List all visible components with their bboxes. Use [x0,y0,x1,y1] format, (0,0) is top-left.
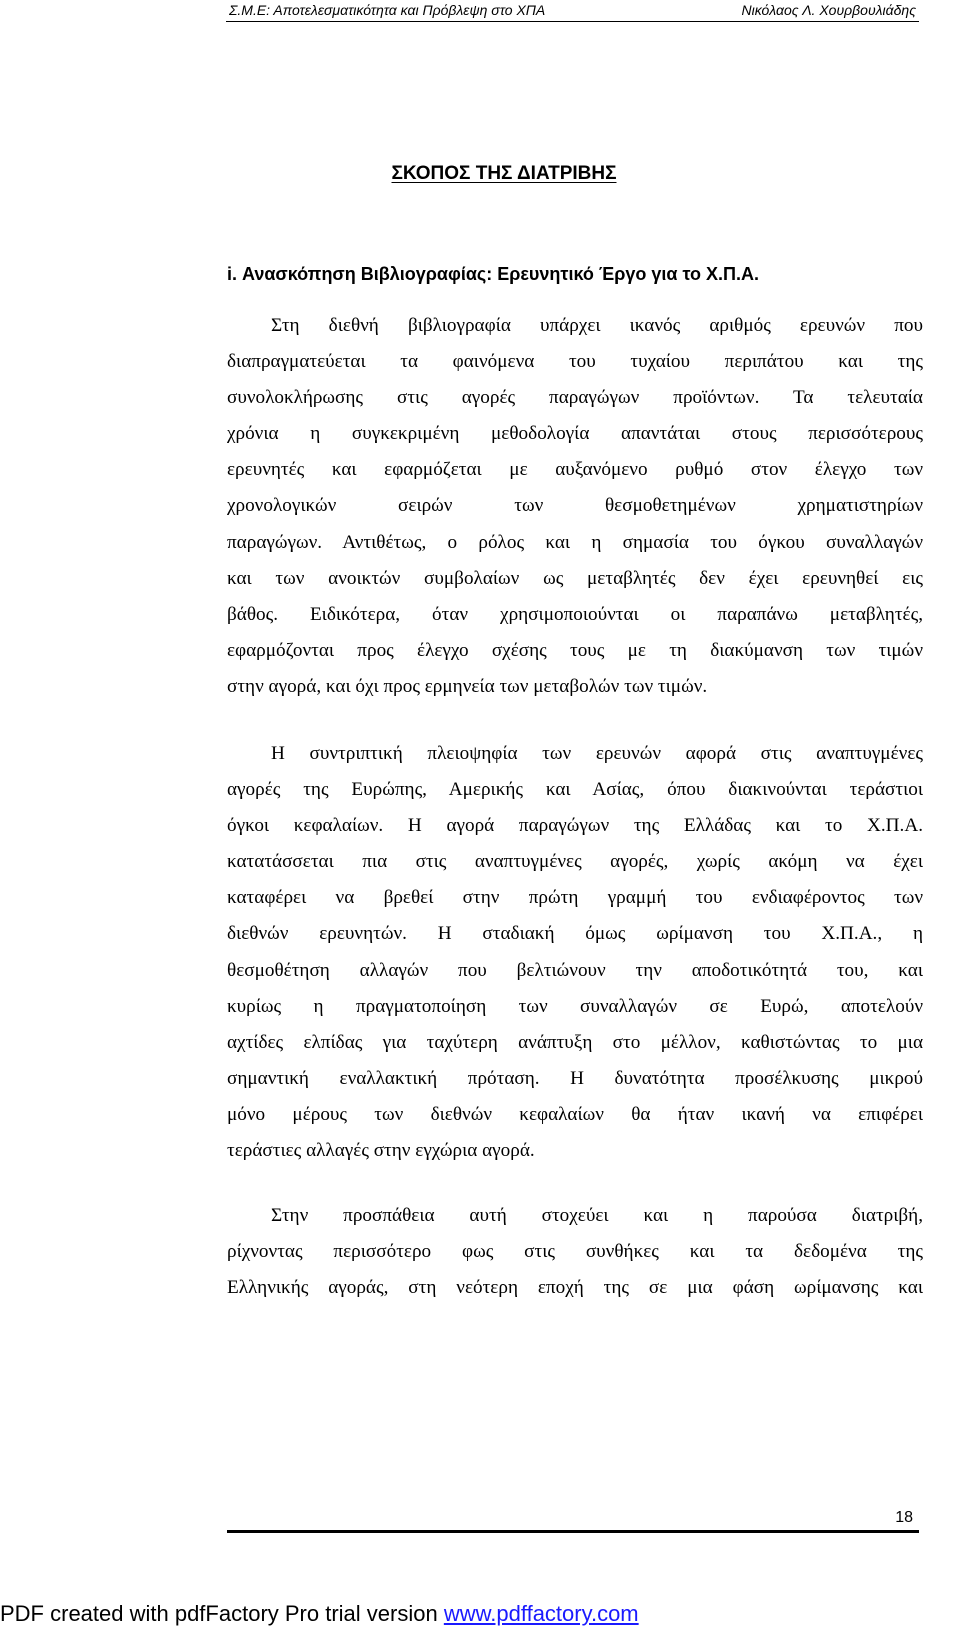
text-line: μόνο μέρους των διεθνών κεφαλαίων θα ήταν ικανή να επιφέρει [227,1103,923,1125]
text-line: διαπραγματεύεται τα φαινόμενα του τυχαίου περιπάτου και της [227,351,923,373]
text-line: και των ανοικτών συμβολαίων ως μεταβλητές δεν έχει ερευνηθεί εις [227,567,923,589]
text-line: χρονολογικών σειρών των θεσμοθετημένων χρηματιστηρίων [227,495,923,517]
text-line: αχτίδες ελπίδας για ταχύτερη ανάπτυξη στο μέλλον, καθιστώντας το μια [227,1031,923,1053]
paragraph-2 [227,736,923,1169]
pdf-footer-text: PDF created with pdfFactory Pro trial version [0,1601,444,1626]
pdffactory-link[interactable]: www.pdffactory.com [443,1601,639,1626]
text-line: Ελληνικής αγοράς, στη νεότερη εποχή της σε μια φάση ωρίμανσης και [227,1277,923,1299]
text-line: ερευνητές και εφαρμόζεται με αυξανόμενο ρυθμό στον έλεγχο των [227,459,923,481]
text-line: Στην προσπάθεια αυτή στοχεύει και η παρούσα διατριβή, [271,1205,923,1226]
paragraph-3 [227,1198,923,1306]
text-line: καταφέρει να βρεθεί στην πρώτη γραμμή του ενδιαφέροντος των [227,887,923,909]
header-divider [226,21,919,22]
text-line: βάθος. Ειδικότερα, όταν χρησιμοποιούνται οι παραπάνω μεταβλητές, [227,603,923,625]
text-line: κυρίως η πραγματοποίηση των συναλλαγών σε Ευρώ, αποτελούν [227,995,923,1017]
text-line: όγκοι κεφαλαίων. Η αγορά παραγώγων της Ελλάδας και το Χ.Π.Α. [227,815,923,837]
paragraph-1 [227,308,923,705]
text-line: σημαντική εναλλακτική πρόταση. Η δυνατότητα προσέλκυσης μικρού [227,1067,923,1089]
text-line: συνολοκλήρωσης στις αγορές παραγώγων προϊόντων. Τα τελευταία [227,387,923,409]
text-line: ρίχνοντας περισσότερο φως στις συνθήκες και τα δεδομένα της [227,1241,923,1263]
text-line: Η συντριπτική πλειοψηφία των ερευνών αφορά στις αναπτυγμένες [271,743,923,764]
text-line: Στη διεθνή βιβλιογραφία υπάρχει ικανός αριθμός ερευνών που [271,315,923,336]
text-line: διεθνών ερευνητών. Η σταδιακή όμως ωρίμανση του Χ.Π.Α., η [227,923,923,945]
subsection-heading: i. Ανασκόπηση Βιβλιογραφίας: Ερευνητικό Έργο για το Χ.Π.Α. [227,264,759,284]
text-line: παραγώγων. Αντιθέτως, ο ρόλος και η σημασία του όγκου συναλλαγών [227,531,923,553]
text-line: χρόνια η συγκεκριμένη μεθοδολογία απαντάται στους περισσότερους [227,423,923,445]
text-line: εφαρμόζονται προς έλεγχο σχέσης τους με τη διακύμανση των τιμών [227,639,923,661]
text-line: τεράστιες αλλαγές στην εγχώρια αγορά. [227,1140,535,1162]
footer-divider [227,1530,919,1533]
section-title: ΣΚΟΠΟΣ ΤΗΣ ΔΙΑΤΡΙΒΗΣ [391,163,617,184]
running-header-author: Νικόλαος Λ. Χουρβουλιάδης [741,2,916,18]
text-line: στην αγορά, και όχι προς ερμηνεία των μεταβολών των τιμών. [227,675,708,697]
page-number: 18 [895,1509,913,1526]
running-header-title: Σ.Μ.Ε: Αποτελεσματικότητα και Πρόβλεψη στο ΧΠΑ [229,2,546,18]
pdf-creator-footer [0,1601,639,1627]
text-line: κατατάσσεται πια στις αναπτυγμένες αγορές, χωρίς ακόμη να έχει [227,851,923,873]
text-line: θεσμοθέτηση αλλαγών που βελτιώνουν την αποδοτικότητά του, και [227,959,923,981]
text-line: αγορές της Ευρώπης, Αμερικής και Ασίας, όπου διακινούνται τεράστιοι [227,779,923,801]
